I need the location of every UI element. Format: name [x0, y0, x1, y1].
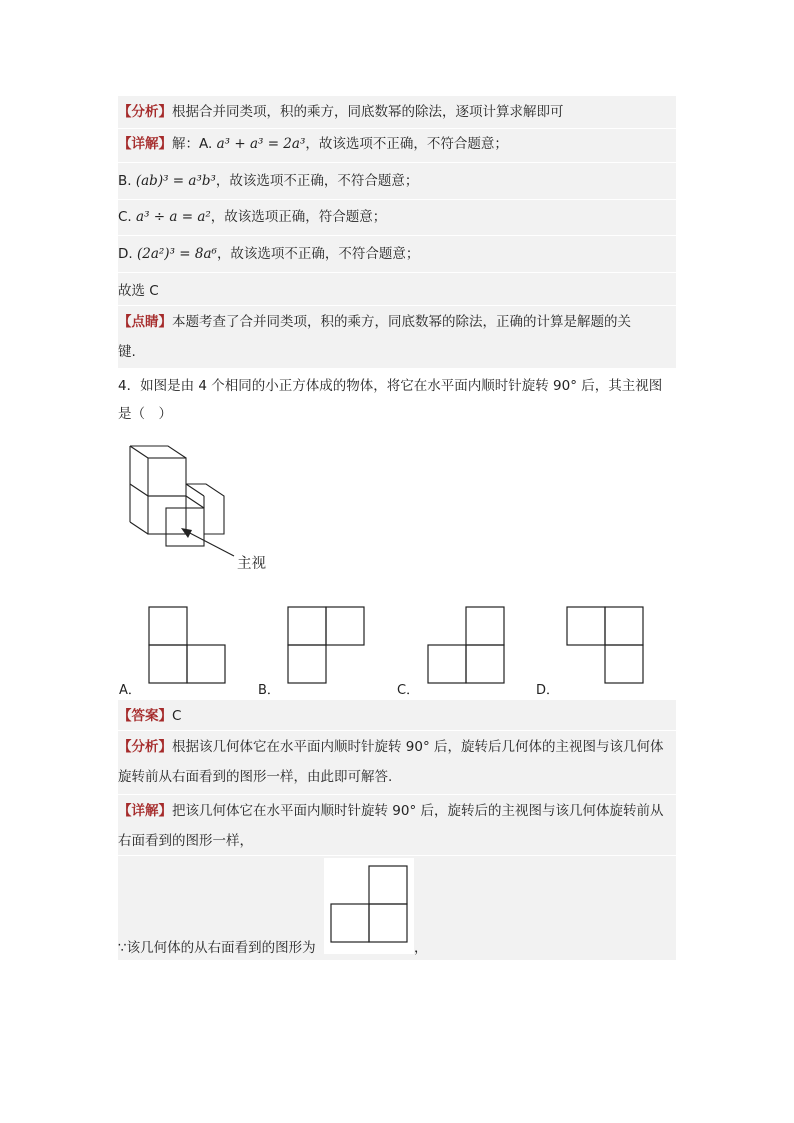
summary-text-1: 本题考查了合并同类项，积的乘方，同底数幂的除法，正确的计算是解题的关: [172, 314, 631, 330]
separator: [118, 730, 676, 731]
summary-tag: 【点睛】: [118, 314, 172, 330]
q3-detail-line-a: [118, 135, 676, 153]
option-a-label: A．: [119, 683, 141, 698]
option-d-label: D．: [536, 683, 560, 698]
q4-conclusion-end: ，: [414, 940, 428, 956]
formula-b: (ab)³ = a³b³: [135, 173, 216, 189]
answer-tag: 【答案】: [118, 708, 172, 724]
detail-tag: 【详解】: [118, 803, 172, 819]
q4-analysis-text-2: 旋转前从右面看到的图形一样，由此即可解答.: [118, 769, 393, 785]
option-c-figure: [427, 606, 507, 684]
q3-detail-line-d: [118, 245, 676, 263]
q4-stem-text-2: 是（ ）: [118, 406, 172, 422]
q4-conclusion-line: [118, 939, 328, 957]
option-c-label: C．: [397, 683, 420, 698]
option-b-prefix: B.: [118, 173, 132, 189]
answer-value: C: [172, 708, 182, 724]
q3-detail-line-b: [118, 172, 676, 190]
q4-answer-line: [118, 707, 676, 725]
separator: [118, 235, 676, 236]
separator: [118, 128, 676, 129]
separator: [118, 199, 676, 200]
summary-text-2: 键.: [118, 344, 136, 360]
analysis-text: 根据合并同类项，积的乘方，同底数幂的除法，逐项计算求解即可: [172, 104, 564, 120]
q3-detail-line-c: [118, 208, 676, 226]
right-view-figure: [330, 865, 410, 943]
option-d-verdict: ，故该选项不正确，不符合题意；: [216, 246, 420, 262]
analysis-tag: 【分析】: [118, 104, 172, 120]
formula-a: a³ + a³ = 2a³: [216, 136, 306, 152]
separator: [118, 272, 676, 273]
q3-summary-line-1: [118, 313, 676, 331]
analysis-tag: 【分析】: [118, 739, 172, 755]
q4-detail-line-2: [118, 832, 676, 850]
q4-analysis-line-1: [118, 738, 676, 756]
formula-c: a³ ÷ a = a²: [136, 209, 211, 225]
front-view-caption: 主视: [237, 556, 266, 572]
q4-analysis-text-1: 根据该几何体它在水平面内顺时针旋转 90° 后，旋转后几何体的主视图与该几何体: [172, 739, 664, 755]
choice-text: 故选 C: [118, 283, 159, 299]
option-b-verdict: ，故该选项不正确，不符合题意；: [215, 173, 419, 189]
option-c-verdict: ，故该选项正确，符合题意；: [210, 209, 387, 225]
formula-d: (2a²)³ = 8a⁶: [136, 246, 217, 262]
q3-summary-line-2: [118, 343, 676, 361]
q3-choice-line: [118, 282, 676, 300]
option-d-prefix: D.: [118, 246, 133, 262]
q4-analysis-line-2: [118, 768, 676, 786]
q4-detail-line-1: [118, 802, 676, 820]
separator: [118, 855, 676, 856]
separator: [118, 305, 676, 306]
separator: [118, 162, 676, 163]
detail-tag: 【详解】: [118, 136, 172, 152]
option-a-figure: [148, 606, 228, 684]
q3-analysis-line: [118, 103, 676, 121]
detail-lead: 解：A.: [172, 136, 213, 152]
q4-stem-line-2: [118, 405, 676, 423]
separator: [118, 794, 676, 795]
option-b-label: B．: [258, 683, 280, 698]
q4-detail-text-2: 右面看到的图形一样，: [118, 833, 253, 849]
q4-stem-line-1: [118, 377, 676, 395]
option-b-figure: [287, 606, 367, 684]
option-a-verdict: ，故该选项不正确，不符合题意；: [305, 136, 508, 152]
q4-stem-text-1: 4．如图是由 4 个相同的小正方体成的物体，将它在水平面内顺时针旋转 90° 后，其主视图: [118, 378, 663, 394]
option-c-prefix: C.: [118, 209, 132, 225]
q4-conclusion-text: ∵该几何体的从右面看到的图形为: [118, 940, 316, 956]
q4-detail-text-1: 把该几何体它在水平面内顺时针旋转 90° 后，旋转后的主视图与该几何体旋转前从: [172, 803, 664, 819]
option-d-figure: [566, 606, 646, 684]
